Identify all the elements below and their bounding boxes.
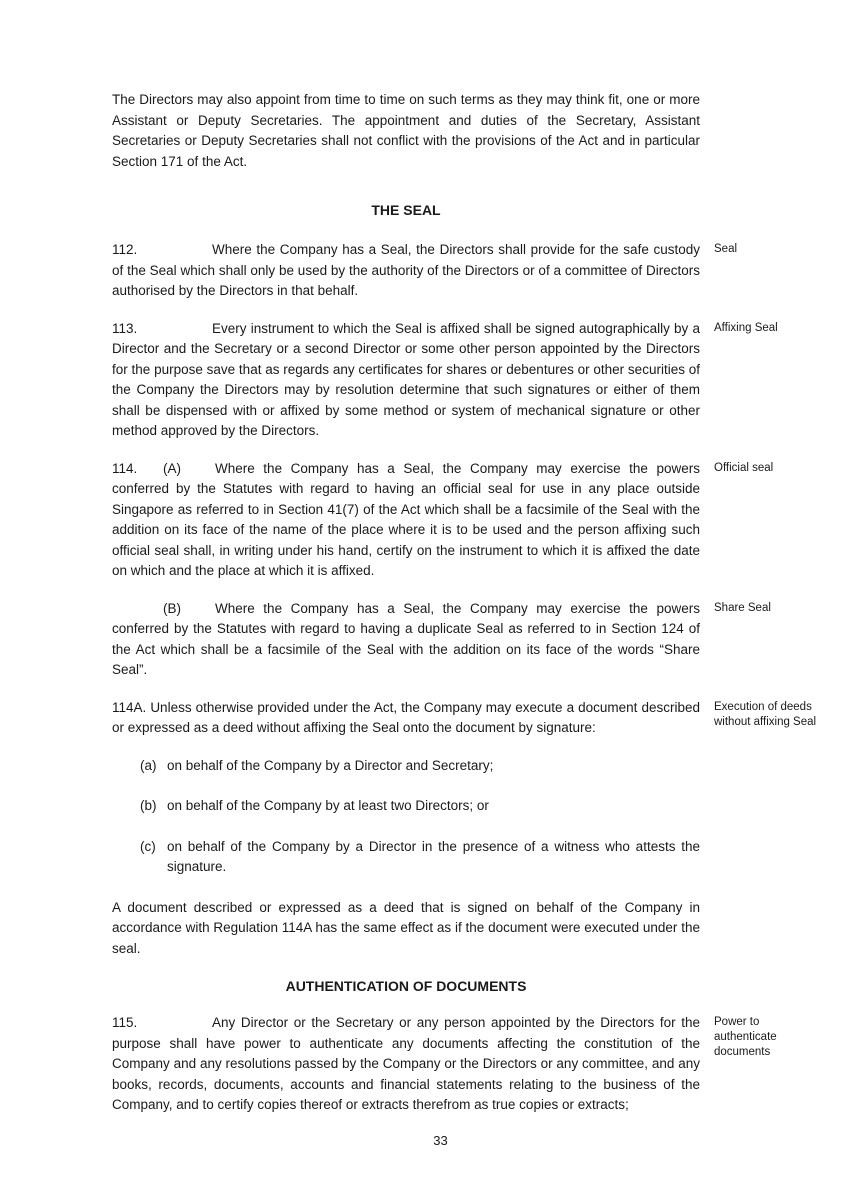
clause-114B-sub-block <box>112 599 824 681</box>
list-item-b <box>140 796 700 817</box>
clause-112-text: Where the Company has a Seal, the Directors shall provide for the safe custody of the Seal which shall only be used by the authority of the Directors or of a committee of Directors authorised by the Directors in that behalf. <box>112 242 700 298</box>
clause-113-block <box>112 319 824 442</box>
clause-114-sub-a-marker: (A) <box>163 460 181 476</box>
clause-114A-number: 114A. <box>112 699 147 715</box>
page-number: 33 <box>433 1133 448 1148</box>
heading-the-seal-block <box>112 200 824 220</box>
section-heading-authentication: AUTHENTICATION OF DOCUMENTS <box>285 978 527 994</box>
closing-paragraph: A document described or expressed as a deed that is signed on behalf of the Company in accordance with Regulation 114A has the same effect as if the document were executed under the seal. <box>112 899 700 956</box>
clause-114A-block <box>112 698 824 739</box>
list-item-b-marker: (b) <box>140 798 157 813</box>
intro-paragraph: The Directors may also appoint from time to time on such terms as they may think fit, one or more Assistant or Deputy Secretaries. The appointment and duties of the Secretary, Assistant Secretaries or Deputy Secretaries shall not conflict with the provisions of the Act and in particular Section 171 of the Act. <box>112 92 700 169</box>
list-item-c-marker: (c) <box>140 838 156 854</box>
clause-114A-text: Unless otherwise provided under the Act, the Company may execute a document described or expressed as a deed without affixing the Seal onto the document by signature: <box>112 699 700 735</box>
closing-paragraph-block <box>112 898 824 960</box>
clause-113-number: 113. <box>112 320 138 336</box>
margin-note-execution-of-deeds: Execution of deeds without affixing Seal <box>714 700 817 728</box>
list-item-a <box>140 756 700 777</box>
deed-list-block <box>112 756 824 878</box>
clause-112-number: 112. <box>112 242 138 257</box>
clause-115-text: Any Director or the Secretary or any person appointed by the Directors for the purpose shall have power to authenticate any documents affecting the constitution of the Company and any resolutions passed by the Company or the Directors or any committee, and any books, records, documents, accounts and financial statements relating to the business of the Company, and to certify copies thereof or extracts therefrom as true copies or extracts; <box>112 1015 700 1112</box>
heading-authentication-block <box>112 976 824 996</box>
intro-paragraph-block <box>112 90 824 172</box>
margin-note-seal: Seal <box>714 243 738 255</box>
clause-112-block <box>112 240 824 302</box>
margin-note-power-to-authenticate: Power to authenticate documents <box>714 1016 777 1058</box>
list-item-c-text: on behalf of the Company by a Director in the presence of a witness who attests the signature. <box>167 838 700 874</box>
clause-114-number: 114. <box>112 460 138 476</box>
list-item-a-text: on behalf of the Company by a Director and Secretary; <box>167 757 494 773</box>
document-content <box>112 90 824 1133</box>
margin-note-share-seal: Share Seal <box>714 601 771 614</box>
clause-115-number: 115. <box>112 1015 138 1030</box>
margin-note-affixing-seal: Affixing Seal <box>714 321 778 334</box>
clause-115-block <box>112 1013 824 1116</box>
clause-114-sub-b-marker: (B) <box>163 600 181 616</box>
section-heading-the-seal: THE SEAL <box>371 202 441 218</box>
list-item-a-marker: (a) <box>140 757 157 773</box>
list-item-b-text: on behalf of the Company by at least two Directors; or <box>167 798 489 813</box>
clause-113-text: Every instrument to which the Seal is affixed shall be signed autographically by a Director and the Secretary or a second Director or some other person appointed by the Directors for the purpose save that as regards any certificates for shares or debentures or other securities of the Company the Directors may by resolution determine that such signatures or either of them shall be dispensed with or affixed by some method or system of mechanical signature or other method approved by the Directors. <box>112 320 700 438</box>
margin-note-official-seal: Official seal <box>714 461 774 474</box>
clause-114-sub-a-text: Where the Company has a Seal, the Company may exercise the powers conferred by the Statutes with regard to having an official seal for use in any place outside Singapore as referred to in Section 41(7) of the Act which shall be a facsimile of the Seal with the addition on its face of the name of the place where it is to be used and the person affixing such official seal shall, in writing under his hand, certify on the instrument to which it is affixed the date on which and the place at which it is affixed. <box>112 460 700 578</box>
clause-114A-sub-block <box>112 459 824 582</box>
list-item-c <box>140 837 700 878</box>
clause-114-sub-b-text: Where the Company has a Seal, the Company may exercise the powers conferred by the Statutes with regard to having a duplicate Seal as referred to in Section 124 of the Act which shall be a facsimile of the Seal with the addition on its face of the words “Share Seal”. <box>112 600 700 677</box>
